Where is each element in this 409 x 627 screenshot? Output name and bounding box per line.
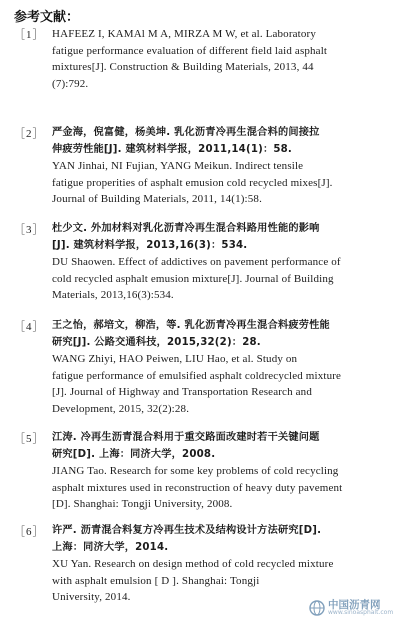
watermark-text: 中国沥青网 [328, 598, 381, 611]
globe-icon [309, 600, 325, 616]
reference-number: ［3］ [14, 224, 45, 236]
reference-line: JIANG Tao. Research for some key problems of cold recycling [52, 465, 339, 478]
reference-line: cold recycled asphalt emusion mixture[J]. Journal of Building [52, 272, 334, 285]
reference-text [52, 318, 400, 418]
reference-line: YAN Jinhai, NI Fujian, YANG Meikun. Indirect tensile [52, 160, 304, 173]
reference-line: 杜少文. 外加材料对乳化沥青冷再生混合料路用性能的影响 [52, 223, 320, 234]
reference-line: 研究[D]. 上海：同济大学，2008. [52, 448, 216, 460]
references-heading: 参考文献： [14, 10, 80, 25]
reference-line: Journal of Building Materials, 2011, 14(1):58. [52, 193, 262, 206]
reference-line: 严金海，倪富健，杨美坤. 乳化沥青冷再生混合料的间接拉 [52, 127, 320, 138]
reference-line: (7):792. [52, 77, 89, 90]
reference-text [52, 125, 400, 208]
reference-number: ［6］ [14, 526, 45, 538]
reference-text [52, 26, 400, 92]
reference-line: 江涛. 冷再生沥青混合料用于重交路面改建时若干关键问题 [52, 432, 320, 443]
reference-line: 上海：同济大学，2014. [52, 541, 169, 553]
reference-line: fatigue performance of emulsified asphalt coldrecycled mixture [52, 369, 342, 382]
reference-line: asphalt mixtures used in reconstruction of heavy duty pavement [52, 481, 343, 494]
reference-line: [J]. 建筑材料学报，2013,16(3)：534. [52, 239, 248, 251]
reference-line: Development, 2015, 32(2):28. [52, 402, 190, 415]
reference-line: WANG Zhiyi, HAO Peiwen, LIU Hao, et al. Study on [52, 353, 298, 366]
reference-line: mixtures[J]. Construction & Building Materials, 2013, 44 [52, 61, 314, 74]
reference-number: ［4］ [14, 321, 45, 333]
reference-number: ［5］ [14, 433, 45, 445]
reference-line: XU Yan. Research on design method of cold recycled mixture [52, 558, 334, 571]
reference-line: 研究[J]. 公路交通科技，2015,32(2)：28. [52, 336, 261, 348]
reference-line: Materials, 2013,16(3):534. [52, 289, 174, 302]
reference-line: HAFEEZ I, KAMAl M A, MIRZA M W, et al. Laboratory [52, 28, 316, 40]
reference-text [52, 430, 400, 513]
reference-text [52, 523, 400, 606]
reference-text [52, 221, 400, 304]
watermark-url: www.sinoasphalt.com [328, 609, 394, 617]
watermark-logo [309, 595, 401, 621]
reference-line: 伸疲劳性能[J]. 建筑材料学报，2011,14(1)：58. [52, 143, 293, 155]
reference-line: DU Shaowen. Effect of addictives on pavement performance of [52, 256, 341, 269]
reference-number: ［1］ [14, 29, 45, 41]
reference-line: with asphalt emulsion [ D ]. Shanghai: Tongji [52, 574, 260, 587]
reference-line: fatigue properities of asphalt emusion cold recycled mixes[J]. [52, 176, 333, 189]
reference-number: ［2］ [14, 128, 45, 140]
reference-line: University, 2014. [52, 591, 131, 604]
reference-line: fatigue performance evaluation of different field laid asphalt [52, 44, 328, 57]
reference-line: 王之怡，郝培文，柳浩，等. 乳化沥青冷再生混合料疲劳性能 [52, 320, 330, 331]
reference-line: 许严. 沥青混合料复方冷再生技术及结构设计方法研究[D]. [52, 525, 322, 536]
reference-line: [J]. Journal of Highway and Transportation Research and [52, 386, 312, 399]
reference-line: [D]. Shanghai: Tongji University, 2008. [52, 498, 233, 511]
